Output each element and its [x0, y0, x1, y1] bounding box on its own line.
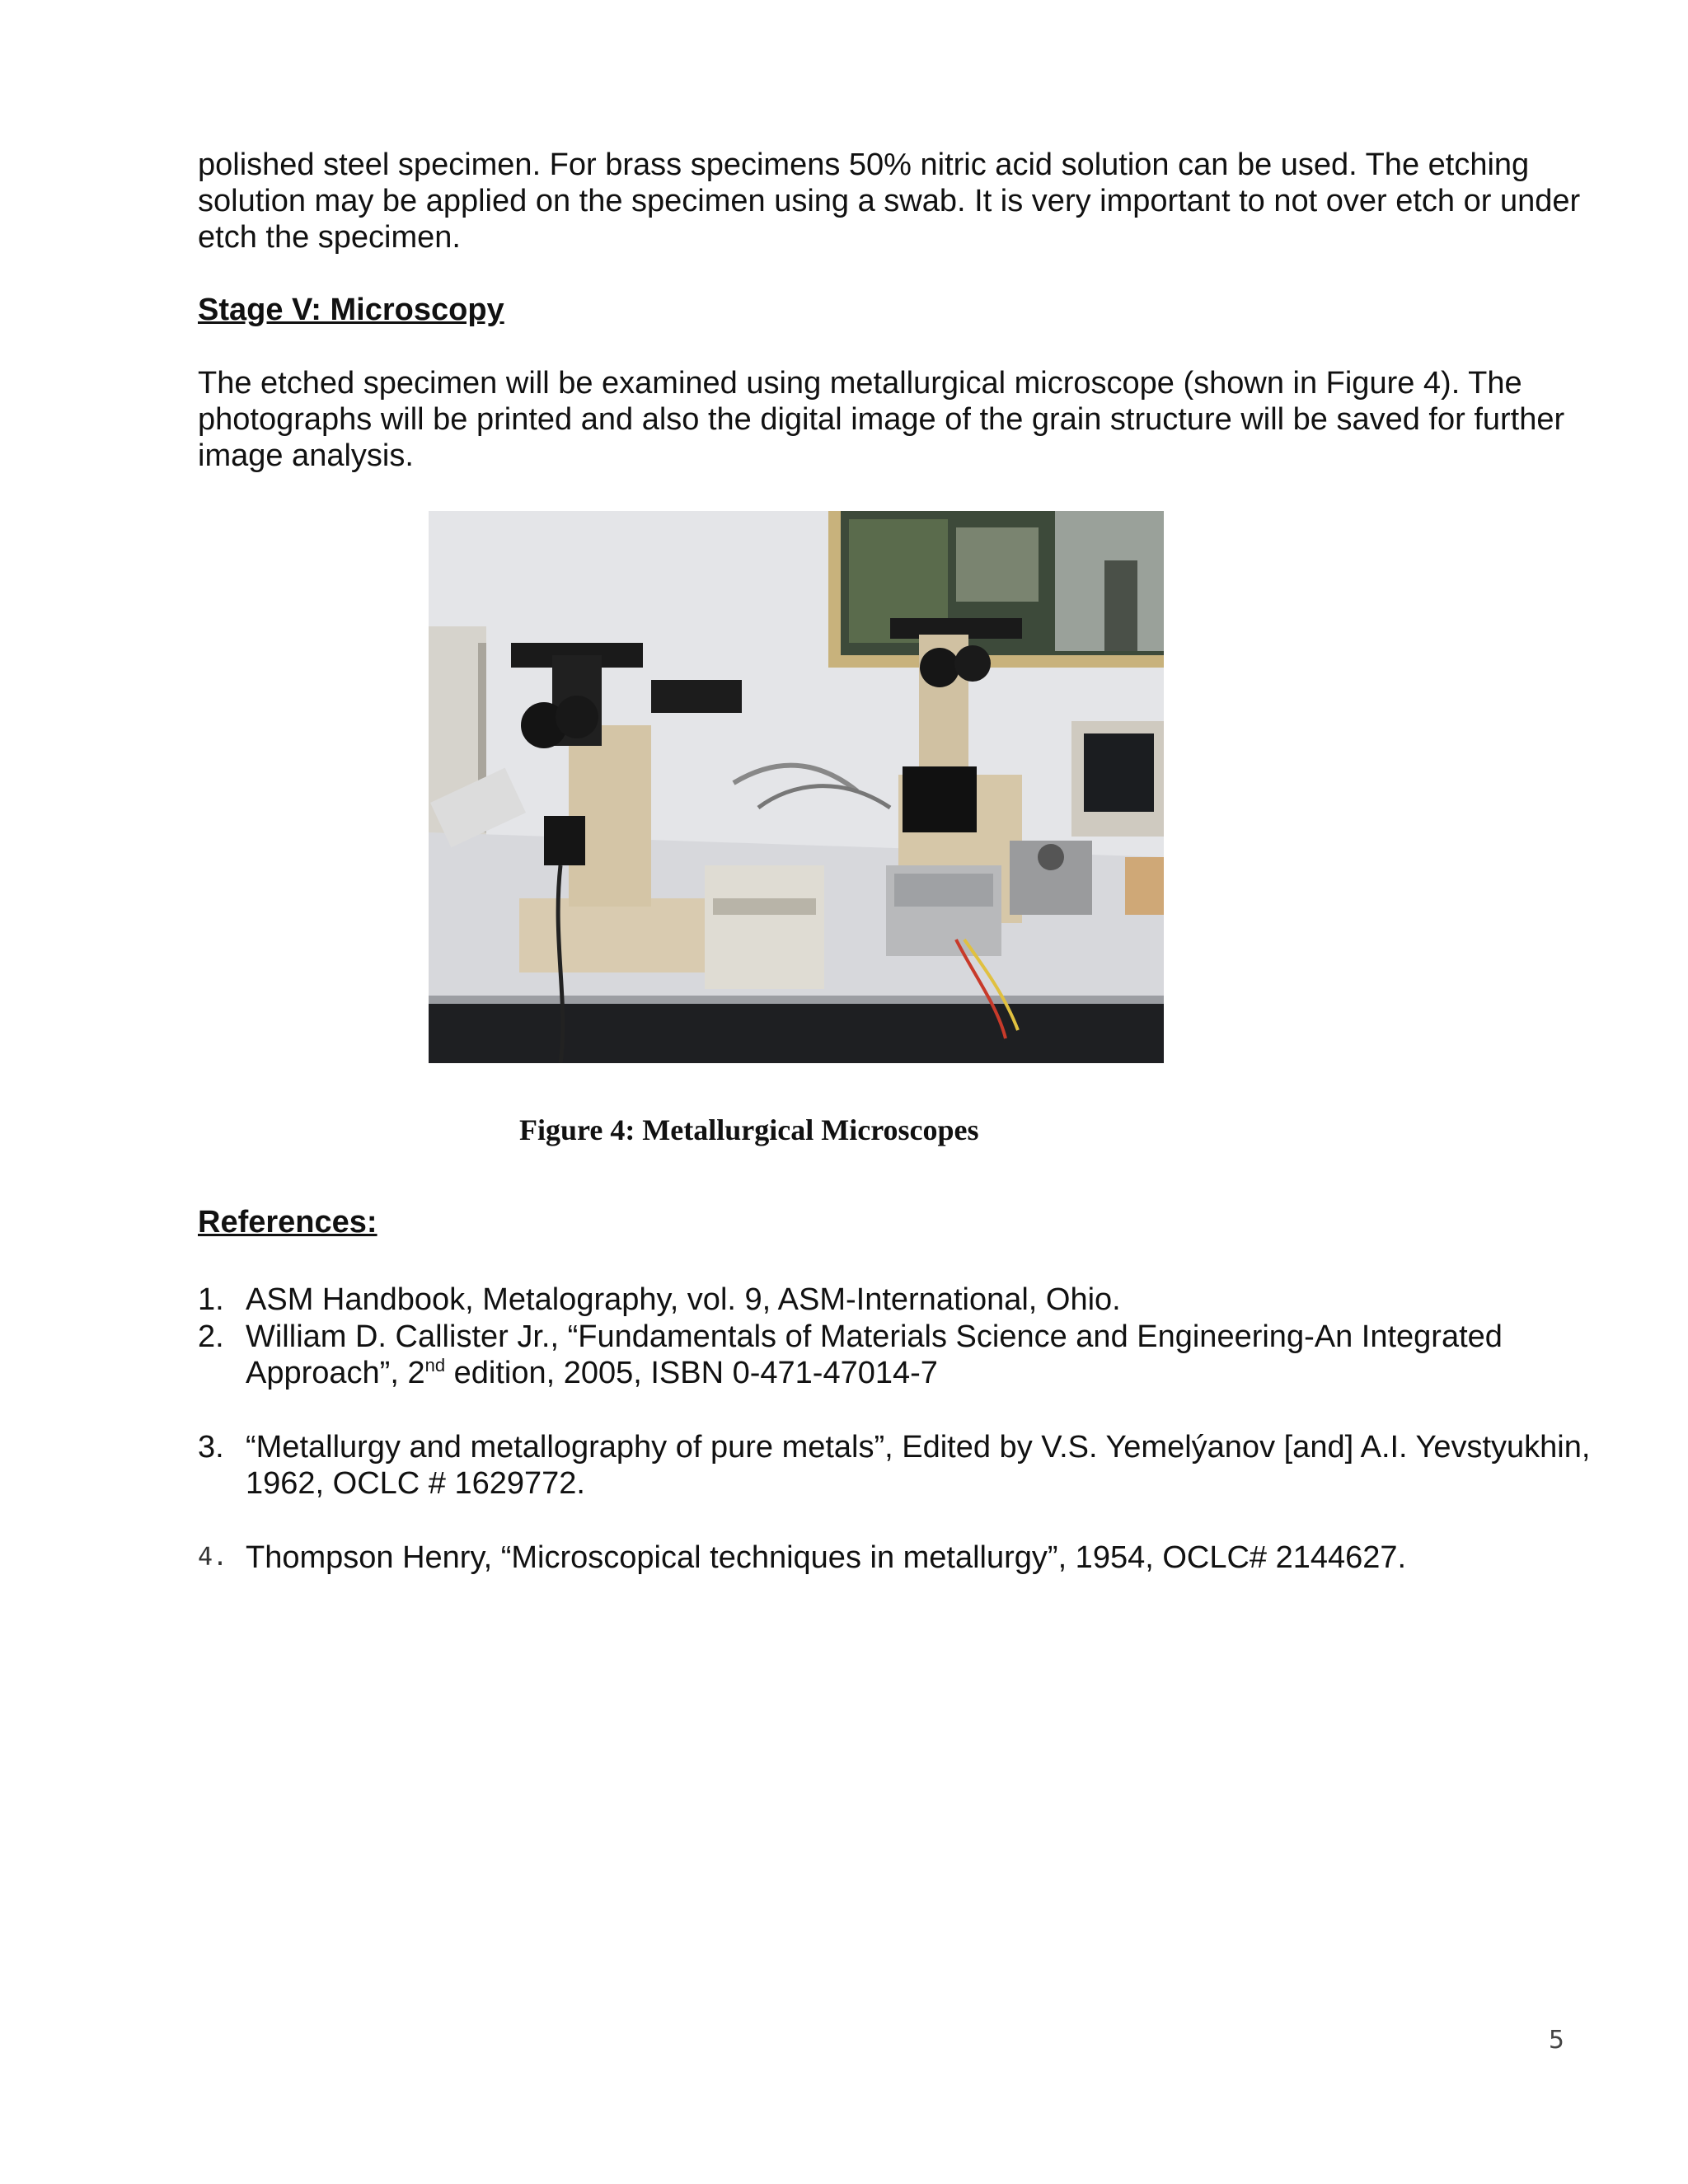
paragraph-microscopy: The etched specimen will be examined using metallurgical microscope (shown in Figure 4). The photographs will be printed and also the digital image of the grain structure will be saved for further image analysis. [198, 366, 1565, 473]
reference-number: 2. [198, 1319, 224, 1354]
ordinal-superscript: nd [424, 1355, 446, 1376]
paragraph-etching: polished steel specimen. For brass specimens 50% nitric acid solution can be used. The etching solution may be applied on the specimen using a swab. It is very important to not over etch or under etch the specimen. [198, 148, 1581, 255]
reference-text [246, 1319, 1597, 1391]
figure-caption: Figure 4: Metallurgical Microscopes [519, 1113, 979, 1146]
reference-text: Thompson Henry, “Microscopical techniques in metallurgy”, 1954, OCLC# 2144627. [246, 1540, 1407, 1575]
references-heading: References: [198, 1205, 377, 1240]
reference-text: “Metallurgy and metallography of pure metals”, Edited by V.S. Yemelýanov [and] A.I. Yevstyukhin, 1962, OCLC # 1629772. [246, 1430, 1591, 1501]
reference-text: ASM Handbook, Metalography, vol. 9, ASM-International, Ohio. [246, 1282, 1121, 1317]
reference-number: 4. [198, 1543, 228, 1572]
page-number: 5 [1548, 2026, 1564, 2055]
reference-number: 1. [198, 1282, 224, 1317]
figure-photo-microscopes [429, 511, 1164, 1063]
section-heading-microscopy: Stage V: Microscopy [198, 293, 504, 327]
reference-text-part: William D. Callister Jr., “Fundamentals of Materials Science and Engineering-An Integrated Approach”, 2 [246, 1319, 1503, 1390]
reference-text-part: edition, 2005, ISBN 0-471-47014-7 [445, 1356, 938, 1390]
reference-number: 3. [198, 1430, 224, 1465]
